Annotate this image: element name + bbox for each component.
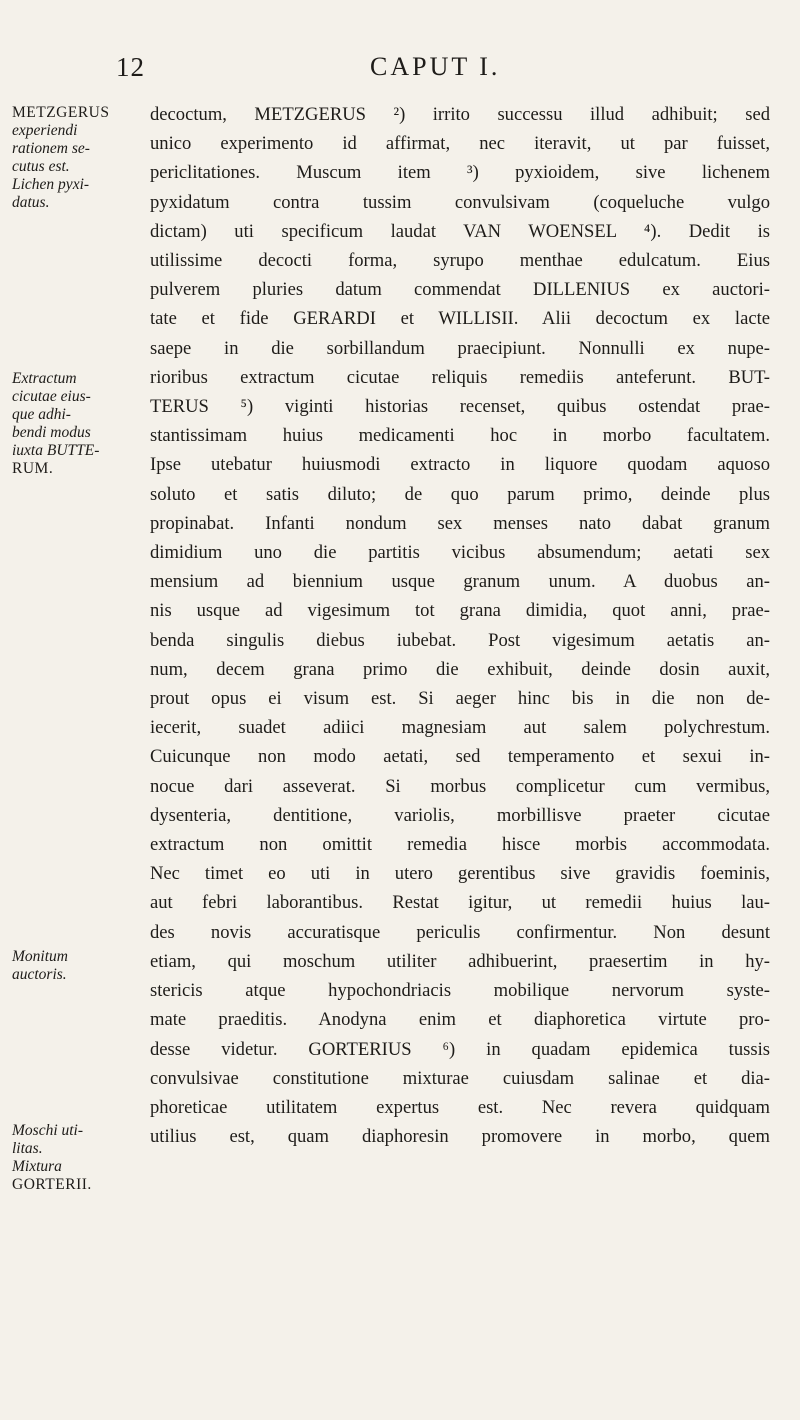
body-line: propinabat. Infanti nondum sex menses nato dabat granum — [150, 512, 770, 534]
margin-note-line: Lichen pyxi- — [12, 176, 90, 193]
body-line: stericis atque hypochondriacis mobilique nervorum syste- — [150, 980, 770, 1002]
body-line: pulverem pluries datum commendat DILLENIUS ex auctori- — [150, 279, 770, 301]
margin-note-line: Moschi uti- — [12, 1122, 84, 1139]
margin-note-line: datus. — [12, 194, 50, 211]
margin-note-line: iuxta BUTTE- — [12, 442, 100, 459]
margin-note-monitum — [12, 948, 132, 984]
body-line: nocue dari asseverat. Si morbus complicetur cum vermibus, — [150, 775, 770, 797]
margin-note-line: RUM. — [12, 460, 54, 477]
margin-note-metzgerus — [12, 104, 132, 212]
body-line: mate praeditis. Anodyna enim et diaphoretica virtute pro- — [150, 1009, 770, 1031]
body-line: des novis accuratisque periculis confirmentur. Non desunt — [150, 921, 770, 943]
page-number: 12 — [116, 52, 145, 82]
margin-note-extractum — [12, 370, 132, 478]
margin-note-line: que adhi- — [12, 406, 71, 423]
body-line: Nec timet eo uti in utero gerentibus sive gravidis foeminis, — [150, 863, 770, 885]
body-line: utilissime decocti forma, syrupo menthae edulcatum. Eius — [150, 250, 770, 272]
margin-note-line: experiendi — [12, 122, 78, 139]
margin-note-moschi — [12, 1122, 132, 1194]
margin-note-line: cicutae eius- — [12, 388, 91, 405]
body-line: benda singulis diebus iubebat. Post vigesimum aetatis an- — [150, 629, 770, 651]
body-line: decoctum, METZGERUS ²) irrito successu illud adhibuit; sed — [150, 104, 770, 125]
body-line: soluto et satis diluto; de quo parum primo, deinde plus — [150, 483, 770, 505]
margin-note-line: GORTERII. — [12, 1176, 92, 1193]
body-line: num, decem grana primo die exhibuit, deinde dosin auxit, — [150, 658, 770, 680]
body-line: tate et fide GERARDI et WILLISII. Alii decoctum ex lacte — [150, 308, 770, 330]
margin-note-line: litas. — [12, 1140, 43, 1157]
body-line: pyxidatum contra tussim convulsivam (coqueluche vulgo — [150, 191, 770, 213]
body-line: phoreticae utilitatem expertus est. Nec revera quidquam — [150, 1096, 770, 1118]
body-line: Cuicunque non modo aetati, sed temperamento et sexui in- — [150, 746, 770, 768]
body-line: aut febri laborantibus. Restat igitur, ut remedii huius lau- — [150, 892, 770, 914]
margin-note-line: rationem se- — [12, 140, 90, 157]
body-line: iecerit, suadet adiici magnesiam aut salem polychrestum. — [150, 717, 770, 739]
body-line: prout opus ei visum est. Si aeger hinc bis in die non de- — [150, 688, 770, 710]
body-line: nis usque ad vigesimum tot grana dimidia, quot anni, prae- — [150, 600, 770, 622]
body-line: dimidium uno die partitis vicibus absumendum; aetati sex — [150, 542, 770, 564]
body-line: saepe in die sorbillandum praecipiunt. Nonnulli ex nupe- — [150, 337, 770, 359]
page-header — [0, 52, 800, 92]
body-line: dictam) uti specificum laudat VAN WOENSEL ⁴). Dedit is — [150, 220, 770, 242]
margin-note-line: bendi modus — [12, 424, 91, 441]
margin-note-line: METZGERUS — [12, 104, 110, 121]
body-line: rioribus extractum cicutae reliquis remediis anteferunt. BUT- — [150, 366, 770, 388]
body-line: dysenteria, dentitione, variolis, morbillisve praeter cicutae — [150, 804, 770, 826]
body-line: mensium ad biennium usque granum unum. A duobus an- — [150, 571, 770, 593]
body-line: TERUS ⁵) viginti historias recenset, quibus ostendat prae- — [150, 396, 770, 418]
margin-note-line: auctoris. — [12, 966, 67, 983]
body-line: periclitationes. Muscum item ³) pyxioidem, sive lichenem — [150, 162, 770, 184]
margin-note-line: Monitum — [12, 948, 68, 965]
body-line: utilius est, quam diaphoresin promovere in morbo, quem — [150, 1126, 770, 1148]
body-text — [150, 100, 770, 1151]
body-line: stantissimam huius medicamenti hoc in morbo facultatem. — [150, 425, 770, 447]
margin-note-line: Mixtura — [12, 1158, 62, 1175]
body-line: extractum non omittit remedia hisce morbis accommodata. — [150, 834, 770, 856]
margin-note-line: cutus est. — [12, 158, 70, 175]
body-line: Ipse utebatur huiusmodi extracto in liquore quodam aquoso — [150, 454, 770, 476]
running-head: CAPUT I. — [370, 52, 501, 81]
margin-note-line: Extractum — [12, 370, 77, 387]
body-line: desse videtur. GORTERIUS ⁶) in quadam epidemica tussis — [150, 1038, 770, 1060]
body-line: convulsivae constitutione mixturae cuiusdam salinae et dia- — [150, 1067, 770, 1089]
body-line: etiam, qui moschum utiliter adhibuerint, praesertim in hy- — [150, 950, 770, 972]
body-line: unico experimento id affirmat, nec iteravit, ut par fuisset, — [150, 133, 770, 155]
